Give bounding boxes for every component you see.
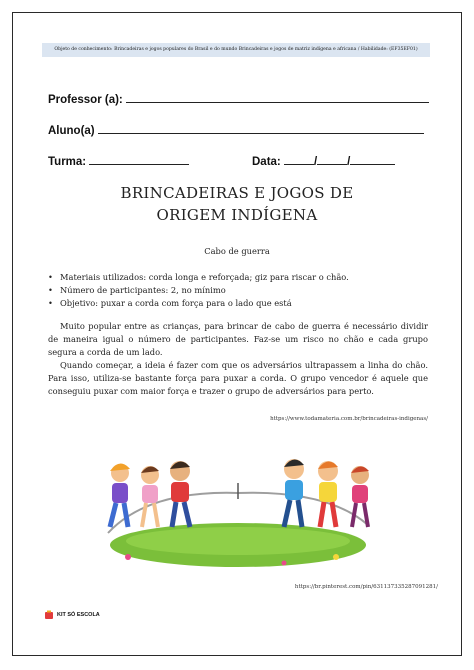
child-right-2 — [318, 461, 338, 527]
source-link-2[interactable]: https://br.pinterest.com/pin/631137335287091281/ — [294, 584, 438, 590]
title-line-2: ORIGEM INDÍGENA — [156, 206, 318, 224]
logo-text: KIT SÓ ESCOLA — [57, 612, 100, 618]
date-year-line — [350, 154, 395, 165]
child-left-3 — [170, 461, 190, 527]
logo-icon — [44, 610, 54, 620]
source-link-1[interactable]: https://www.todamateria.com.br/brincadeiras-indigenas/ — [270, 416, 428, 422]
paragraph-2: Quando começar, a ideia é fazer com que os adversários ultrapassem a linha do chão. Para isso, utiliza-se bastante força para puxar a corda. O grupo vencedor é aquele que conseguiu puxar com maior força e trazer o grupo de adversários para perto. — [48, 360, 428, 396]
date-day-line — [284, 154, 314, 165]
date-label: Data: — [252, 156, 281, 168]
professor-field[interactable] — [48, 92, 429, 106]
flower-icon — [333, 554, 339, 560]
student-label: Aluno(a) — [48, 125, 95, 137]
materials-list — [48, 271, 349, 310]
student-line — [98, 123, 424, 134]
professor-line — [126, 92, 429, 103]
list-item: • Materiais utilizados: corda longa e reforçada; giz para riscar o chão. — [48, 271, 349, 284]
tug-of-war-illustration — [88, 445, 388, 575]
header-bar — [42, 43, 430, 57]
child-right-1 — [284, 459, 304, 527]
student-field[interactable] — [48, 123, 424, 137]
paragraph-1: Muito popular entre as crianças, para brincar de cabo de guerra é necessário dividir de maneira igual o número de participantes. Faz-se um risco no chão e cada grupo segura a corda de um lado. — [48, 321, 428, 357]
date-slash-1: / — [313, 156, 318, 168]
child-left-2 — [141, 466, 159, 527]
professor-label: Professor (a): — [48, 94, 123, 106]
date-field[interactable] — [252, 154, 395, 168]
list-item: • Objetivo: puxar a corda com força para o lado que está — [48, 297, 349, 310]
class-label: Turma: — [48, 156, 87, 168]
header-text: Objeto de conhecimento: Brincadeiras e jogos populares do Brasil e do mundo Brincadeiras e jogos de matriz indígena e africana / Habilidade: (EF35EF01) — [54, 47, 418, 52]
flower-icon — [282, 561, 287, 566]
subtitle: Cabo de guerra — [204, 246, 270, 256]
list-item: • Número de participantes: 2, no mínimo — [48, 284, 349, 297]
brand-logo — [44, 610, 100, 620]
title-line-1: BRINCADEIRAS E JOGOS DE — [120, 184, 354, 202]
date-month-line — [317, 154, 347, 165]
class-line — [89, 154, 189, 165]
class-field[interactable] — [48, 154, 189, 168]
child-left-1 — [110, 463, 130, 527]
flower-icon — [125, 554, 131, 560]
date-slash-2: / — [347, 156, 351, 168]
grass-highlight — [126, 527, 350, 555]
